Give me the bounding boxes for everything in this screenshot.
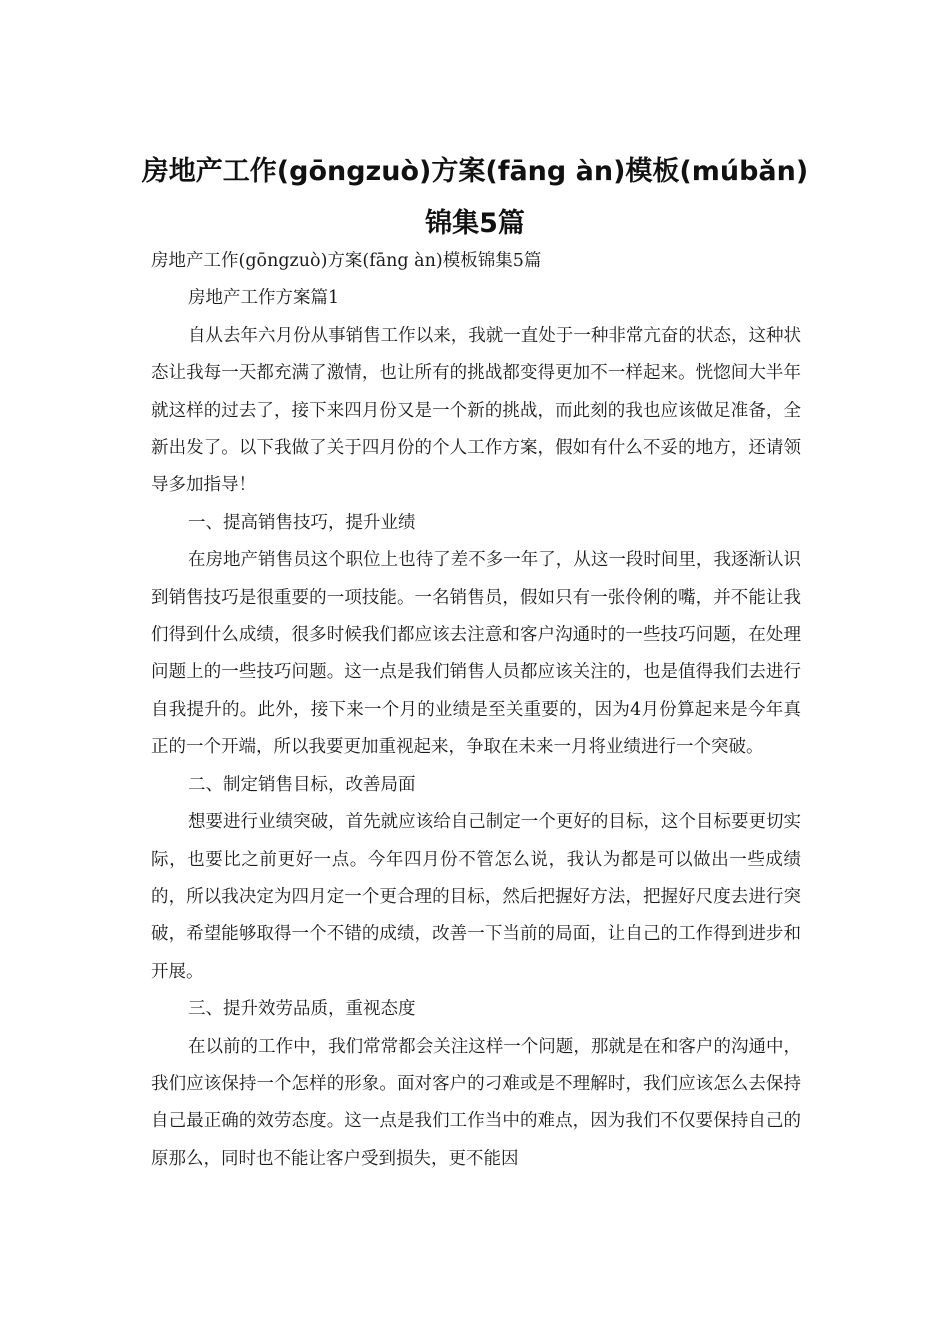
document-title: 房地产工作(gōngzuò)方案(fāng àn)模板(múbǎn)锦集5篇 xyxy=(141,156,809,239)
paragraph: 三、提升效劳品质，重视态度 xyxy=(188,999,416,1020)
paragraph: 想要进行业绩突破，首先就应该给自己制定一个更好的目标，这个目标要更切实际，也要比之前更好一点。今年四月份不管怎么说，我认为都是可以做出一些成绩的，所以我决定为四月定一个更合理的目标，然后把握好方法，把握好尺度去进行突破，希望能够取得一个不错的成绩，改善一下当前的局面，让自己的工作得到进步和开展。 xyxy=(151,812,801,982)
paragraph: 二、制定销售目标，改善局面 xyxy=(188,774,416,795)
paragraph: 房地产工作(gōngzuò)方案(fāng àn)模板锦集5篇 xyxy=(151,251,542,271)
paragraph: 在房地产销售员这个职位上也待了差不多一年了，从这一段时间里，我逐渐认识到销售技巧是很重要的一项技能。一名销售员，假如只有一张伶俐的嘴，并不能让我们得到什么成绩，很多时候我们都应该去注意和客户沟通时的一些技巧问题，在处理问题上的一些技巧问题。这一点是我们销售人员都应该关注的，也是值得我们去进行自我提升的。此外，接下来一个月的业绩是至关重要的，因为4月份算起来是今年真正的一个开端，所以我要更加重视起来，争取在未来一月将业绩进行一个突破。 xyxy=(151,550,801,758)
paragraph: 自从去年六月份从事销售工作以来，我就一直处于一种非常亢奋的状态，这种状态让我每一天都充满了激情，也让所有的挑战都变得更加不一样起来。恍惚间大半年就这样的过去了，接下来四月份又是一个新的挑战，而此刻的我也应该做足准备，全新出发了。以下我做了关于四月份的个人工作方案，假如有什么不妥的地方，还请领导多加指导！ xyxy=(151,325,801,496)
document-body xyxy=(151,243,801,1178)
paragraph: 房地产工作方案篇1 xyxy=(188,288,340,309)
paragraph: 一、提高销售技巧，提升业绩 xyxy=(188,512,416,533)
paragraph: 在以前的工作中，我们常常都会关注这样一个问题，那就是在和客户的沟通中，我们应该保持一个怎样的形象。面对客户的刁难或是不理解时，我们应该怎么去保持自己最正确的效劳态度。这一点是我们工作当中的难点，因为我们不仅要保持自己的原那么，同时也不能让客户受到损失，更不能因 xyxy=(151,1036,801,1169)
